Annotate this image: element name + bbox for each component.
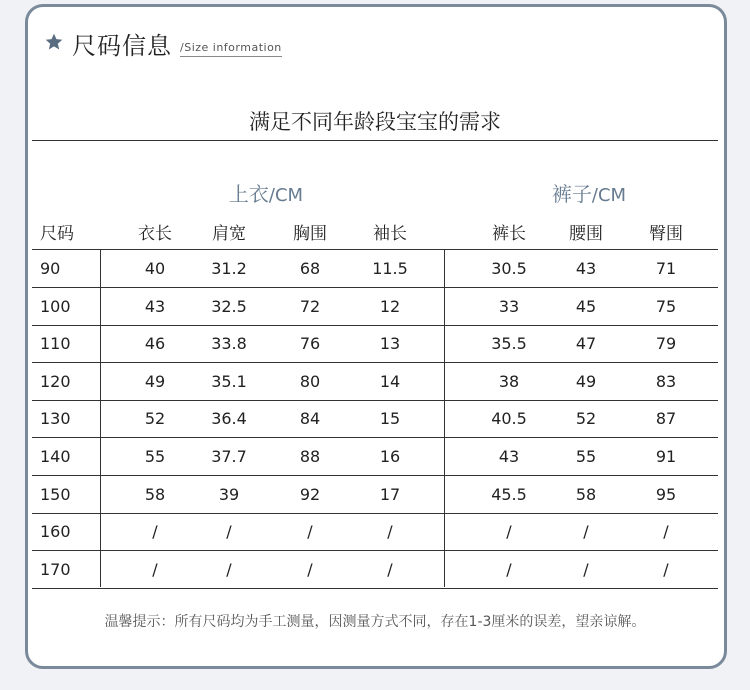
page-title: 尺码信息 [72, 32, 172, 60]
value-cell: / [152, 559, 158, 579]
value-cell: 55 [144, 447, 166, 466]
value-cell: / [307, 559, 313, 579]
value-cell: 16 [379, 447, 401, 466]
size-cell: 90 [40, 259, 61, 278]
page-subtitle: /Size information [180, 41, 282, 57]
value-cell: / [226, 559, 232, 579]
column-header: 袖长 [373, 224, 407, 244]
table-row [32, 551, 718, 589]
value-cell: 37.7 [211, 447, 247, 466]
value-cell: 15 [379, 409, 401, 429]
bottom-group-label [509, 178, 669, 207]
column-header: 腰围 [569, 224, 603, 244]
value-cell: 88 [299, 447, 321, 466]
table-row [32, 363, 718, 401]
column-header: 衣长 [138, 224, 172, 244]
bottom-group-name: 裤子 [551, 182, 592, 206]
value-cell: 84 [299, 409, 321, 429]
value-cell: 14 [379, 371, 401, 391]
table-row [32, 400, 718, 438]
value-cell: 52 [144, 409, 166, 429]
value-cell: 45 [575, 296, 597, 316]
table-row [32, 288, 718, 326]
size-cell: 130 [40, 409, 71, 429]
bottom-group-unit: /CM [591, 185, 627, 206]
value-cell: 33 [498, 296, 520, 316]
table-row [32, 476, 718, 514]
value-cell: 71 [655, 259, 677, 278]
table-row [32, 325, 718, 363]
value-cell: / [583, 559, 589, 579]
value-cell: 80 [299, 371, 321, 391]
value-cell: / [663, 559, 669, 579]
value-cell: 68 [299, 259, 321, 278]
value-cell: / [226, 522, 232, 542]
value-cell: / [387, 559, 393, 579]
row-divider [32, 588, 718, 589]
value-cell: 43 [144, 296, 166, 316]
value-cell: 12 [379, 296, 401, 316]
headline-rule [32, 140, 718, 141]
value-cell: 76 [299, 334, 321, 354]
value-cell: 35.1 [211, 371, 247, 391]
value-cell: 43 [498, 447, 520, 466]
value-cell: 55 [575, 447, 597, 466]
top-group-unit: /CM [268, 185, 304, 206]
value-cell: 58 [575, 484, 597, 504]
value-cell: 47 [575, 334, 597, 354]
value-cell: 35.5 [491, 334, 527, 354]
value-cell: / [506, 522, 512, 542]
value-cell: 72 [299, 296, 321, 316]
size-cell: 170 [40, 559, 71, 579]
value-cell: 46 [144, 334, 166, 354]
value-cell: 36.4 [211, 409, 247, 429]
value-cell: 75 [655, 296, 677, 316]
value-cell: / [506, 559, 512, 579]
top-group-label [186, 178, 346, 207]
value-cell: 39 [218, 484, 240, 504]
value-cell: 40.5 [491, 409, 527, 429]
column-header: 胸围 [293, 224, 327, 244]
size-cell: 120 [40, 371, 71, 391]
value-cell: 45.5 [491, 484, 527, 504]
value-cell: 92 [299, 484, 321, 504]
value-cell: 32.5 [211, 296, 247, 316]
size-cell: 160 [40, 522, 71, 542]
value-cell: 38 [498, 371, 520, 391]
column-header: 肩宽 [212, 224, 246, 244]
column-header: 裤长 [492, 224, 526, 244]
value-cell: 30.5 [491, 259, 527, 278]
size-cell: 110 [40, 334, 71, 354]
size-cell: 100 [40, 296, 71, 316]
table-row [32, 438, 718, 476]
value-cell: / [663, 522, 669, 542]
value-cell: 83 [655, 371, 677, 391]
column-header-size: 尺码 [40, 224, 74, 244]
value-cell: / [583, 522, 589, 542]
top-group-name: 上衣 [228, 182, 269, 206]
star-icon [44, 32, 64, 52]
value-cell: 52 [575, 409, 597, 429]
value-cell: 13 [379, 334, 401, 354]
value-cell: 49 [575, 371, 597, 391]
value-cell: 58 [144, 484, 166, 504]
column-header: 臀围 [649, 224, 683, 244]
value-cell: 17 [379, 484, 401, 504]
value-cell: 91 [655, 447, 677, 466]
value-cell: / [387, 522, 393, 542]
value-cell: 87 [655, 409, 677, 429]
headline: 满足不同年龄段宝宝的需求 [249, 110, 501, 134]
value-cell: 79 [655, 334, 677, 354]
value-cell: 95 [655, 484, 677, 504]
value-cell: 11.5 [372, 259, 408, 278]
value-cell: 40 [144, 259, 166, 278]
value-cell: 33.8 [211, 334, 247, 354]
value-cell: / [152, 522, 158, 542]
table-row [32, 513, 718, 551]
measurement-note: 温馨提示：所有尺码均为手工测量，因测量方式不同，存在1-3厘米的误差，望亲谅解。 [104, 614, 646, 630]
size-cell: 150 [40, 484, 71, 504]
value-cell: 49 [144, 371, 166, 391]
table-row [32, 250, 718, 288]
value-cell: / [307, 522, 313, 542]
size-cell: 140 [40, 447, 71, 466]
value-cell: 31.2 [211, 259, 247, 278]
value-cell: 43 [575, 259, 597, 278]
